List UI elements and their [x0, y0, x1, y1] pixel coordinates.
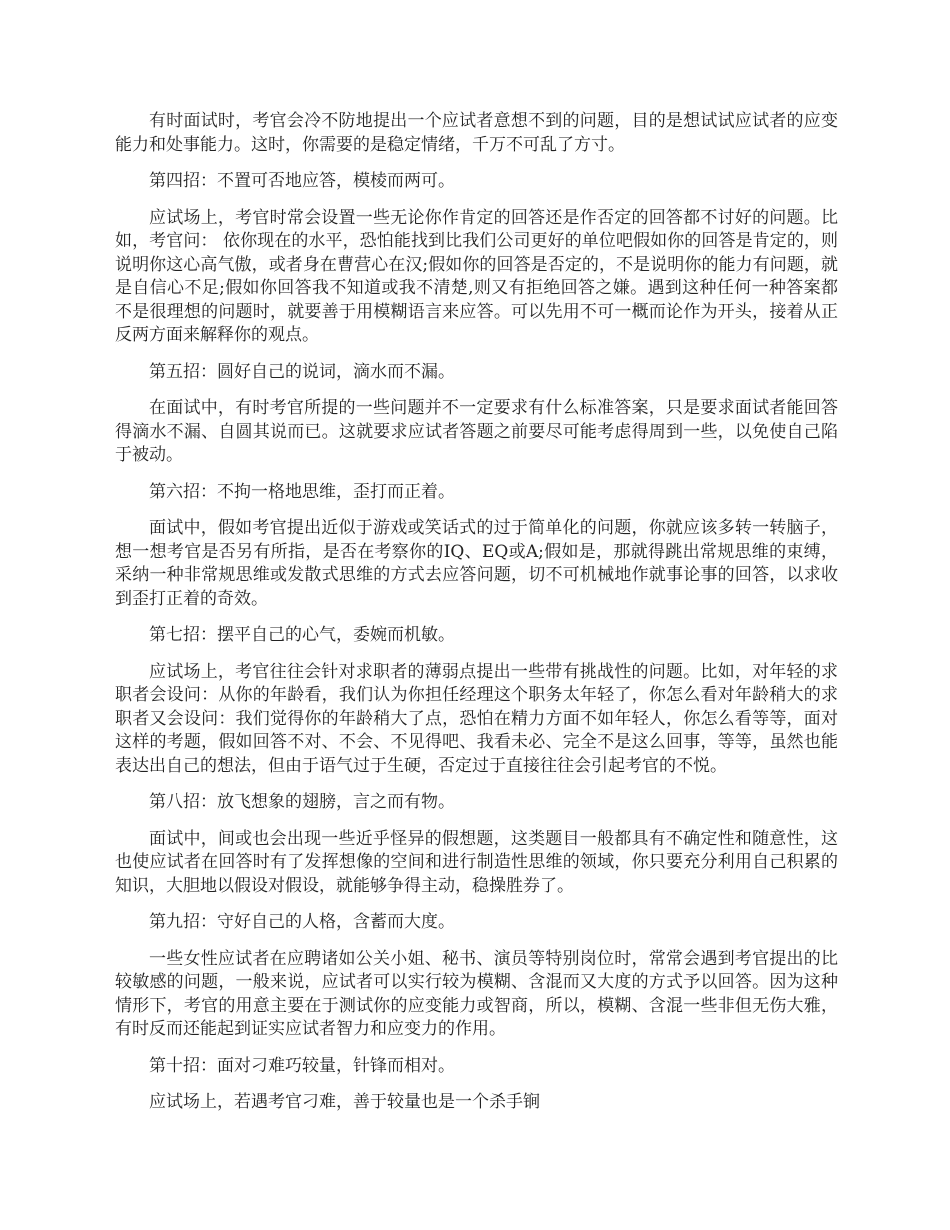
section-heading-6: 第六招：不拘一格地思维，歪打而正着。 — [149, 481, 455, 502]
section-heading-5: 第五招：圆好自己的说词，滴水而不漏。 — [149, 361, 455, 382]
paragraph-6: 面试中，假如考官提出近似于游戏或笑话式的过于简单化的问题，你就应该多转一转脑子，想一想考官是否另有所指，是否在考察你的IQ、EQ或A;假如是，那就得跳出常规思维的束缚，采纳一种非常规思维或发散式思维的方式去应答问题，切不可机械地作就事论事的回答，以求收到歪打正着的奇效。 — [115, 518, 838, 609]
section-heading-9: 第九招：守好自己的人格，含蓄而大度。 — [149, 912, 455, 932]
paragraph-4: 应试场上，考官时常会设置一些无论你作肯定的回答还是作否定的回答都不讨好的问题。比如，考官问： 依你现在的水平，恐怕能找到比我们公司更好的单位吧假如你的回答是肯定的，则说明你这心高气傲，或者身在曹营心在汉;假如你的回答是否定的，不是说明你的能力有问题，就是自信心不足;假如你回答我不知道或我不清楚,则又有拒绝回答之嫌。遇到这种任何一种答案都不是很理想的问题时，就要善于用模糊语言来应答。可以先用不可一概而论作为开头，接着从正反两方面来解释你的观点。 — [115, 207, 838, 345]
section-heading-10: 第十招：面对刁难巧较量，针锋而相对。 — [149, 1055, 455, 1076]
paragraph-8: 面试中，间或也会出现一些近乎怪异的假想题，这类题目一般都具有不确定性和随意性，这也使应试者在回答时有了发挥想像的空间和进行制造性思维的领域，你只要充分利用自己积累的知识，大胆地以假设对假设，就能够争得主动，稳操胜券了。 — [115, 828, 838, 896]
section-heading-4: 第四招：不置可否地应答，模棱而两可。 — [149, 171, 455, 191]
paragraph-5: 在面试中，有时考官所提的一些问题并不一定要求有什么标准答案，只是要求面试者能回答得滴水不漏、自圆其说而已。这就要求应试者答题之前要尽可能考虑得周到一些，以免使自己陷于被动。 — [115, 398, 838, 465]
section-heading-8: 第八招：放飞想象的翅膀，言之而有物。 — [149, 792, 455, 812]
paragraph-7: 应试场上，考官往往会针对求职者的薄弱点提出一些带有挑战性的问题。比如，对年轻的求职者会设问：从你的年龄看，我们认为你担任经理这个职务太年轻了，你怎么看对年龄稍大的求职者又会设问：我们觉得你的年龄稍大了点，恐怕在精力方面不如年轻人，你怎么看等等，面对这样的考题，假如回答不对、不会、不见得吧、我看未必、完全不是这么回事，等等，虽然也能表达出自己的想法，但由于语气过于生硬，否定过于直接往往会引起考官的不悦。 — [115, 661, 838, 776]
section-heading-7: 第七招：摆平自己的心气，委婉而机敏。 — [149, 625, 455, 645]
paragraph-9: 一些女性应试者在应聘诸如公关小姐、秘书、演员等特别岗位时，常常会遇到考官提出的比较敏感的问题，一般来说，应试者可以实行较为模糊、含混而又大度的方式予以回答。因为这种情形下，考官的用意主要在于测试你的应变能力或智商，所以，模糊、含混一些非但无伤大雅，有时反而还能起到证实应试者智力和应变力的作用。 — [115, 948, 838, 1039]
paragraph-10: 应试场上，若遇考官刁难，善于较量也是一个杀手锏 — [149, 1092, 540, 1112]
paragraph-intro: 有时面试时，考官会冷不防地提出一个应试者意想不到的问题，目的是想试试应试者的应变能力和处事能力。这时，你需要的是稳定情绪，千万不可乱了方寸。 — [115, 111, 838, 155]
